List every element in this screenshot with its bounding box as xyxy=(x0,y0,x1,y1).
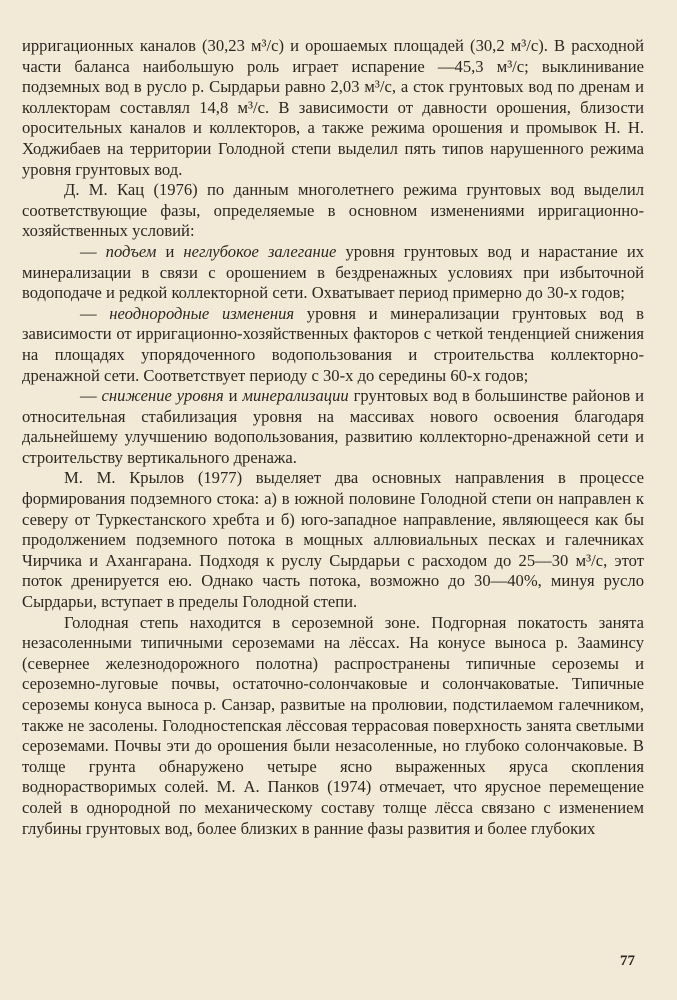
phase-description: уровня грунтовых вод и нарастание их минерализации в связи с орошением в бездренажных условиях при избыточной водоподаче и редкой коллекторной сети. Охватывает период примерно до 30-х годов; xyxy=(22,241,644,303)
connector-text: и xyxy=(223,386,243,406)
connector-text: и xyxy=(156,241,184,261)
list-item-phase-3 xyxy=(22,386,644,468)
emphasis-term: подъем xyxy=(105,241,157,261)
paragraph-irrigation-balance: ирригационных каналов (30,23 м³/с) и орошаемых площадей (30,2 м³/с). В расходной части баланса наибольшую роль играет испарение —45,3 м³/с; выклинивание подземных вод в русло р. Сырдарьи равно 2,03 м³/с, а сток грунтовых вод по дренам и коллекторам составлял 14,8 м³/с. В зависимости от давности орошения, близости оросительных каналов и коллекторов, а также режима орошения и промывок Н. Н. Ходжибаев на территории Голодной степи выделил пять типов нарушенного режима уровня грунтовых вод. xyxy=(22,36,644,179)
emphasis-term: минерализации xyxy=(242,386,349,406)
phase-description: грунтовых вод в большинстве районов и относительная стабилизация уровня на массивах нового освоения благодаря дальнейшему улучшению водопользования, развитию коллекторно-дренажной сети и строительству вертикального дренажа. xyxy=(22,386,644,467)
list-dash: — xyxy=(80,386,102,406)
emphasis-term: снижение уровня xyxy=(101,386,224,406)
emphasis-term: неоднородные изменения xyxy=(109,303,295,323)
page-number: 77 xyxy=(620,953,635,969)
paragraph-krylov-flow: М. М. Крылов (1977) выделяет два основных направления в процессе формирования подземного стока: а) в южной половине Голодной степи он направлен к северу от Туркестанского хребта и б) юго-западное направление, являющееся как бы продолжением подземного потока в мощных аллювиальных песках и галечниках Чирчика и Ахангарана. Подходя к руслу Сырдарьи с расходом до 25—30 м³/с, этот поток дренируется ею. Однако часть потока, возможно до 30—40%, минуя русло Сырдарьи, вступает в пределы Голодной степи. xyxy=(22,468,644,612)
phase-description: уровня и минерализации грунтовых вод в зависимости от ирригационно-хозяйственных факторов с четкой тенденцией снижения на площадях упорядоченного водопользования и строительства коллекторно-дренажной сети. Соответствует периоду с 30-х до середины 60-х годов; xyxy=(22,303,644,385)
list-dash: — xyxy=(80,241,106,261)
list-item-phase-2 xyxy=(22,304,644,386)
list-item-phase-1 xyxy=(22,242,644,304)
list-dash: — xyxy=(80,303,110,323)
emphasis-term: неглубокое залегание xyxy=(183,241,337,261)
paragraph-kats-phases: Д. М. Кац (1976) по данным многолетнего режима грунтовых вод выделил соответствующие фазы, определяемые в основном изменениями ирригационно-хозяйственных условий: xyxy=(22,180,644,241)
paragraph-soils: Голодная степь находится в сероземной зоне. Подгорная покатость занята незасоленными типичными сероземами на лёссах. На конусе выноса р. Зааминсу (севернее железнодорожного полотна) распространены типичные сероземы и сероземно-луговые почвы, остаточно-солончаковые и солончаковатые. Типичные сероземы конуса выноса р. Санзар, развитые на пролювии, подстилаемом галечником, также не засолены. Голодностепская лёссовая террасовая поверхность занята светлыми сероземами. Почвы эти до орошения были незасоленные, но глубоко солончаковые. В толще грунта обнаружено четыре ясно выраженных яруса скопления воднорастворимых солей. М. А. Панков (1974) отмечает, что ярусное перемещение солей в однородной по механическому составу толще лёсса связано с изменением глубины грунтовых вод, более близких в ранние фазы развития и более глубоких xyxy=(22,612,644,838)
body-text xyxy=(22,36,644,839)
